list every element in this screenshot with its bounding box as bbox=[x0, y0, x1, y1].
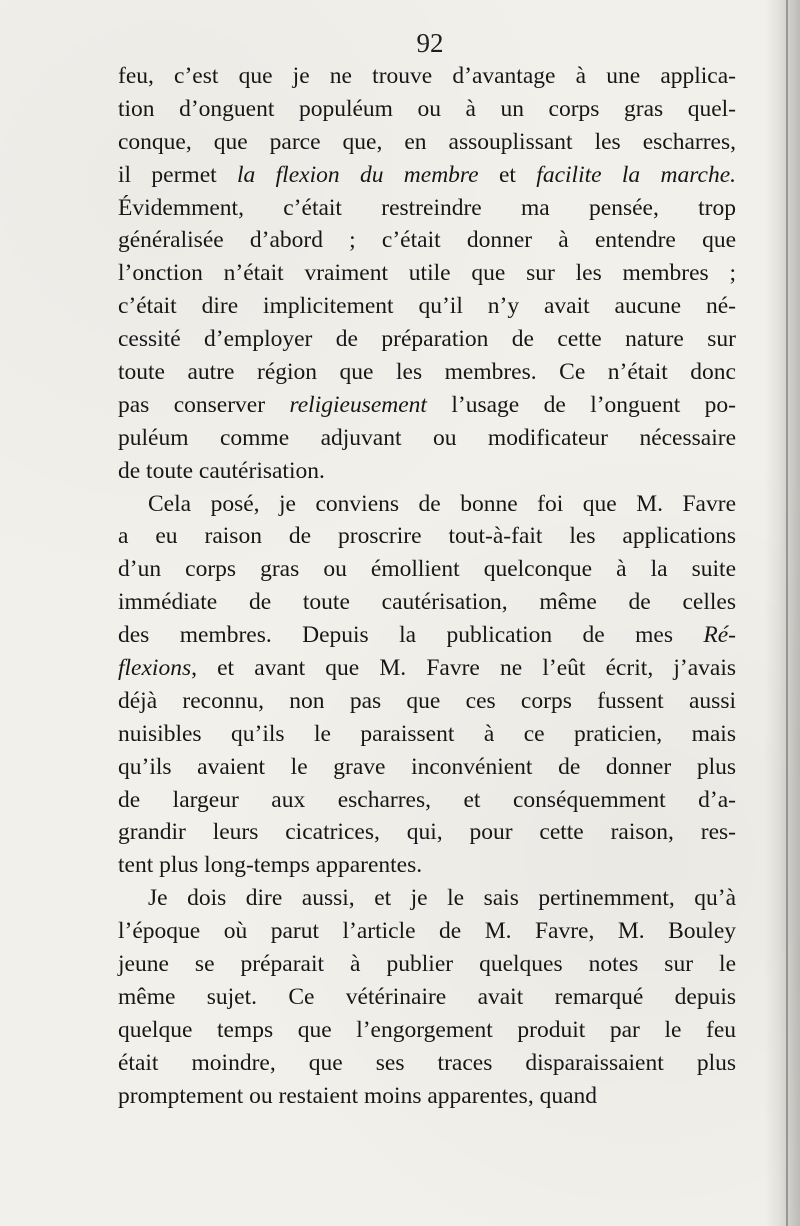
text-run: généralisée d’abord ; c’était donner à entendre que bbox=[118, 227, 736, 254]
text-line bbox=[118, 257, 736, 290]
page-gutter-shadow bbox=[764, 0, 800, 1226]
text-run: qu’ils avaient le grave inconvénient de donner plus bbox=[118, 753, 736, 780]
text-run: de largeur aux escharres, et conséquemment d’a- bbox=[118, 786, 736, 813]
text-line bbox=[118, 619, 736, 652]
text-line bbox=[118, 685, 736, 718]
text-line bbox=[118, 1080, 736, 1113]
text-line bbox=[118, 389, 736, 422]
text-run: tent plus long-temps apparentes. bbox=[118, 852, 423, 879]
text-run: d’un corps gras ou émollient quelconque à la suite bbox=[118, 556, 736, 583]
text-line bbox=[118, 356, 736, 389]
text-line bbox=[118, 192, 736, 225]
text-line bbox=[118, 290, 736, 323]
text-line bbox=[118, 1014, 736, 1047]
text-run: a eu raison de proscrire tout-à-fait les applications bbox=[118, 523, 736, 550]
italic-text-run: Ré- bbox=[703, 622, 736, 649]
text-run: il permet bbox=[118, 161, 238, 188]
text-line bbox=[118, 652, 736, 685]
text-line bbox=[118, 488, 736, 521]
page-edge bbox=[786, 0, 788, 1226]
italic-text-run: flexions bbox=[118, 655, 192, 682]
text-line bbox=[118, 751, 736, 784]
text-run: promptement ou restaient moins apparentes, quand bbox=[118, 1082, 598, 1109]
text-line bbox=[118, 948, 736, 981]
text-line bbox=[118, 586, 736, 619]
text-run: nuisibles qu’ils le paraissent à ce praticien, mais bbox=[118, 720, 736, 747]
italic-text-run: facilite la marche. bbox=[536, 161, 737, 188]
text-run: immédiate de toute cautérisation, même de celles bbox=[118, 589, 736, 616]
text-run: et bbox=[478, 161, 537, 188]
text-line bbox=[118, 849, 736, 882]
text-line bbox=[118, 455, 736, 488]
text-run: conque, que parce que, en assouplissant les escharres, bbox=[118, 128, 736, 155]
text-run: grandir leurs cicatrices, qui, pour cette raison, res- bbox=[118, 819, 736, 846]
text-run: toute autre région que les membres. Ce n’était donc bbox=[118, 359, 736, 386]
text-line bbox=[118, 520, 736, 553]
text-line bbox=[118, 981, 736, 1014]
text-line bbox=[118, 126, 736, 159]
text-run: Je dois dire aussi, et je le sais pertinemment, qu’à bbox=[148, 885, 736, 912]
text-line bbox=[118, 224, 736, 257]
text-line bbox=[118, 784, 736, 817]
text-run: de toute cautérisation. bbox=[118, 457, 325, 484]
text-line bbox=[118, 323, 736, 356]
body-text bbox=[118, 60, 736, 1113]
text-run: quelque temps que l’engorgement produit par le feu bbox=[118, 1016, 736, 1043]
text-run: Cela posé, je conviens de bonne foi que M. Favre bbox=[148, 490, 736, 517]
text-run: feu, c’est que je ne trouve d’avantage à une applica- bbox=[118, 63, 736, 89]
text-line bbox=[118, 159, 736, 192]
text-line bbox=[118, 1047, 736, 1080]
text-run: même sujet. Ce vétérinaire avait remarqué depuis bbox=[118, 983, 736, 1010]
text-line bbox=[118, 816, 736, 849]
text-line bbox=[118, 93, 736, 126]
italic-text-run: religieusement bbox=[289, 391, 427, 418]
text-run: tion d’onguent populéum ou à un corps gras quel- bbox=[118, 95, 736, 122]
text-run: jeune se préparait à publier quelques notes sur le bbox=[118, 951, 736, 978]
text-run: l’usage de l’onguent po- bbox=[426, 391, 736, 418]
text-run: , et avant que M. Favre ne l’eût écrit, j’avais bbox=[191, 655, 736, 682]
text-line bbox=[118, 718, 736, 751]
text-run: pas conserver bbox=[118, 391, 290, 418]
text-run: puléum comme adjuvant ou modificateur nécessaire bbox=[118, 424, 736, 451]
text-run: était moindre, que ses traces disparaissaient plus bbox=[118, 1049, 736, 1076]
text-line bbox=[118, 553, 736, 586]
text-run: l’onction n’était vraiment utile que sur les membres ; bbox=[118, 260, 736, 287]
text-line bbox=[118, 915, 736, 948]
text-run: cessité d’employer de préparation de cette nature sur bbox=[118, 326, 736, 353]
text-run: déjà reconnu, non pas que ces corps fussent aussi bbox=[118, 687, 736, 714]
text-line bbox=[118, 882, 736, 915]
text-run: c’était dire implicitement qu’il n’y avait aucune né- bbox=[118, 293, 736, 320]
text-line bbox=[118, 422, 736, 455]
text-line bbox=[118, 60, 736, 93]
page-number: 92 bbox=[416, 28, 444, 58]
text-run: l’époque où parut l’article de M. Favre, M. Bouley bbox=[118, 918, 736, 945]
text-run: Évidemment, c’était restreindre ma pensée, trop bbox=[118, 194, 736, 221]
text-run: des membres. Depuis la publication de mes bbox=[118, 622, 704, 649]
italic-text-run: la flexion du membre bbox=[237, 161, 479, 188]
